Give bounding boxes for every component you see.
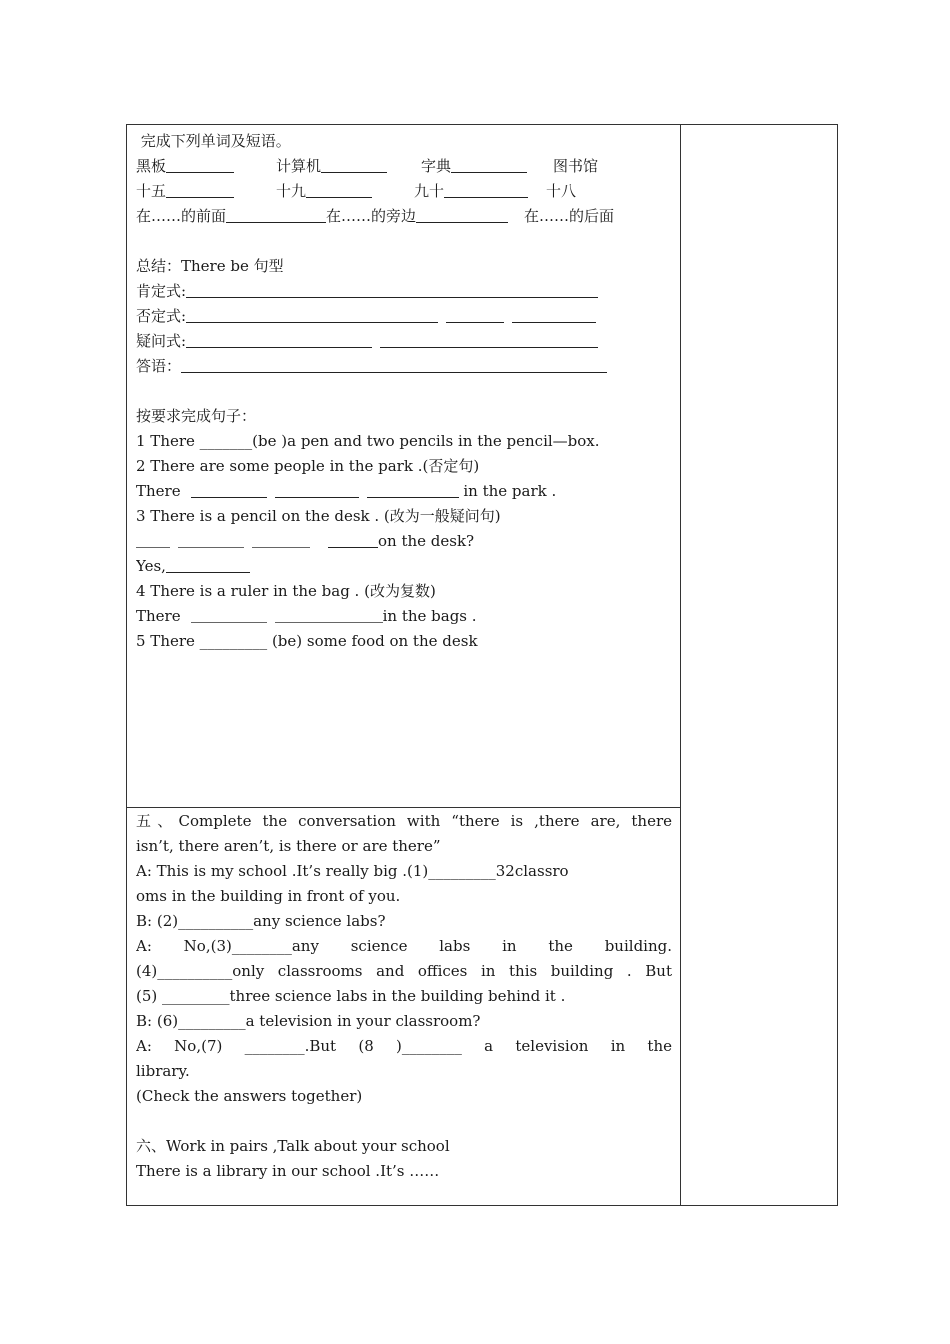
dialogue-line: (4)__________only classrooms and offices in this building . But — [136, 962, 672, 980]
section-vocab-and-sentences — [136, 129, 672, 654]
blank — [380, 331, 598, 348]
dialogue-line: A: No,(3)________any science labs in the building. — [136, 937, 672, 955]
section-title: 完成下列单词及短语。 — [136, 132, 291, 150]
blank — [186, 331, 372, 348]
question-5: 5 There _________ (be) some food on the desk — [136, 632, 478, 650]
summary-title: 总结：There be 句型 — [136, 257, 284, 275]
task-title: 按要求完成句子： — [136, 407, 257, 425]
dialogue-line: (5) _________three science labs in the building behind it . — [136, 987, 566, 1005]
column-divider — [680, 125, 681, 1205]
blank — [252, 531, 310, 548]
blank — [367, 481, 459, 498]
row-divider — [127, 807, 681, 808]
blank — [191, 481, 267, 498]
worksheet-table — [126, 124, 838, 1206]
blank — [512, 306, 596, 323]
section-title-cont: isn’t, there aren’t, is there or are there” — [136, 837, 441, 855]
dialogue-line: oms in the building in front of you. — [136, 887, 401, 905]
blank — [166, 556, 250, 573]
blank — [275, 606, 383, 623]
question-2: 2 There are some people in the park .(否定句) — [136, 457, 480, 475]
blank — [321, 156, 387, 173]
dialogue-line: library. — [136, 1062, 190, 1080]
dialogue-line: B: (6)_________a television in your classroom? — [136, 1012, 481, 1030]
dialogue-line: A: This is my school .It’s really big .(1)_________32classro — [136, 862, 569, 880]
pair-work-line: There is a library in our school .It’s …… — [136, 1162, 440, 1180]
question-2-answer: There in the park . — [136, 482, 557, 500]
blank — [166, 156, 234, 173]
blank — [416, 206, 508, 223]
answer-row: 答语： — [136, 354, 672, 379]
question-4-answer: There in the bags . — [136, 607, 477, 625]
blank — [178, 531, 244, 548]
blank — [328, 531, 378, 548]
vocab-row: 黑板 计算机 字典 图书馆 — [136, 157, 599, 175]
blank — [181, 356, 607, 373]
section-conversation — [136, 809, 672, 1184]
question-3-answer: on the desk? — [136, 529, 672, 554]
dialogue-line: B: (2)__________any science labs? — [136, 912, 386, 930]
question-1: 1 There _______(be )a pen and two pencils in the pencil—box. — [136, 432, 600, 450]
negative-row: 否定式: — [136, 304, 672, 329]
blank — [446, 306, 504, 323]
blank — [166, 181, 234, 198]
blank — [444, 181, 528, 198]
section-title: 五、Complete the conversation with “there is ,there are, there — [136, 812, 672, 830]
blank — [275, 481, 359, 498]
blank — [226, 206, 326, 223]
question-3: 3 There is a pencil on the desk . (改为一般疑问句) — [136, 507, 501, 525]
affirmative-row: 肯定式: — [136, 279, 672, 304]
question-4: 4 There is a ruler in the bag . (改为复数) — [136, 582, 436, 600]
dialogue-line: A: No,(7) ________.But (8 )________ a television in the — [136, 1037, 672, 1055]
blank — [186, 306, 438, 323]
check-note: (Check the answers together) — [136, 1087, 363, 1105]
blank — [306, 181, 372, 198]
pair-work-title: 六、Work in pairs ,Talk about your school — [136, 1137, 450, 1155]
question-row: 疑问式: — [136, 329, 672, 354]
blank — [191, 606, 267, 623]
blank — [186, 281, 598, 298]
question-3-yes: Yes, — [136, 554, 672, 579]
blank — [136, 531, 170, 548]
vocab-row: 十五 十九 九十 十八 — [136, 182, 577, 200]
blank — [451, 156, 527, 173]
vocab-row: 在……的前面 在……的旁边 在……的后面 — [136, 207, 615, 225]
